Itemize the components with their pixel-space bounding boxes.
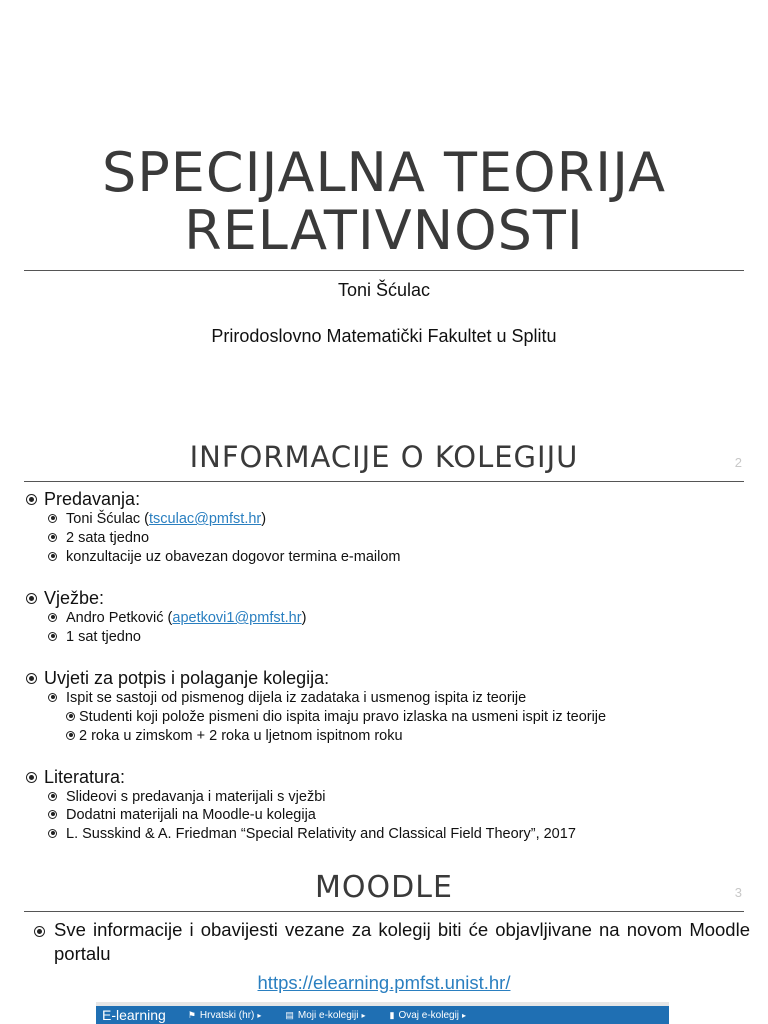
bullet-icon xyxy=(48,613,57,622)
bullet-icon xyxy=(48,810,57,819)
list-item-slides: Slideovi s predavanja i materijali s vježbi xyxy=(48,788,326,807)
slide-number: 3 xyxy=(734,885,742,900)
bullet-icon xyxy=(48,514,57,523)
flag-icon: ⚑ xyxy=(187,1009,196,1020)
slide-number: 2 xyxy=(734,455,742,470)
bullet-icon xyxy=(48,829,57,838)
list-item-consultations: konzultacije uz obavezan dogovor termina e-mailom xyxy=(48,548,400,567)
caret-right-icon: ▸ xyxy=(462,1010,467,1020)
list-item-literatura: Literatura: xyxy=(26,766,125,788)
title-divider xyxy=(24,270,744,271)
list-item-exam-structure: Ispit se sastoji od pismenog dijela iz zadataka i usmenog ispita iz teorije xyxy=(48,689,526,708)
bullet-icon xyxy=(26,772,37,783)
list-item-uvjeti: Uvjeti za potpis i polaganje kolegija: xyxy=(26,667,329,689)
list-item-predavanja: Predavanja: xyxy=(26,488,140,510)
bullet-icon xyxy=(48,533,57,542)
nav-this-course[interactable]: ▮ Ovaj e-kolegij ▸ xyxy=(389,1009,467,1021)
title-line-2: RELATIVNOSTI xyxy=(184,199,584,262)
list-item-oral-exam: Studenti koji polože pismeni dio ispita imaju pravo izlaska na usmeni ispit iz teorije xyxy=(66,708,606,727)
list-item-exam-terms: 2 roka u zimskom + 2 roka u ljetnom ispitnom roku xyxy=(66,727,403,746)
moodle-info-text: Sve informacije i obavijesti vezane za kolegij biti će objavljivane na novom Moodle portalu xyxy=(34,918,750,966)
author-name: Toni Šćulac xyxy=(337,280,431,300)
bullet-icon xyxy=(26,494,37,505)
list-item-lecturer: Toni Šćulac (tsculac@pmfst.hr) xyxy=(48,510,266,529)
nav-my-courses[interactable]: ▤ Moji e-kolegiji ▸ xyxy=(285,1009,366,1021)
book-icon: ▮ xyxy=(389,1009,395,1020)
section-title-moodle: MOODLE xyxy=(315,870,453,905)
bullet-icon xyxy=(66,731,75,740)
moodle-url-container xyxy=(0,972,768,994)
bullet-icon xyxy=(48,632,57,641)
lecturer-email-link[interactable]: tsculac@pmfst.hr xyxy=(149,511,262,527)
bullet-icon xyxy=(48,552,57,561)
nav-language[interactable]: ⚑ Hrvatski (hr) ▸ xyxy=(187,1009,262,1021)
list-item-exercise-hours: 1 sat tjedno xyxy=(48,628,141,647)
presentation-title xyxy=(0,141,768,262)
section-divider xyxy=(24,911,744,912)
bullet-icon xyxy=(48,693,57,702)
moodle-url-link[interactable]: https://elearning.pmfst.unist.hr/ xyxy=(257,972,511,993)
list-item-lecture-hours: 2 sata tjedno xyxy=(48,529,149,548)
caret-right-icon: ▸ xyxy=(257,1010,262,1020)
section-divider xyxy=(24,481,744,482)
assistant-email-link[interactable]: apetkovi1@pmfst.hr xyxy=(172,610,302,626)
bullet-icon xyxy=(26,593,37,604)
list-item-assistant: Andro Petković (apetkovi1@pmfst.hr) xyxy=(48,609,306,628)
elearning-brand[interactable]: E-learning xyxy=(102,1007,166,1023)
bullet-icon xyxy=(34,926,45,937)
bullet-icon xyxy=(48,792,57,801)
bullet-icon xyxy=(66,712,75,721)
elearning-navbar xyxy=(96,1002,669,1024)
section-title-informacije: INFORMACIJE O KOLEGIJU xyxy=(189,440,579,474)
list-item-vjezbe: Vježbe: xyxy=(26,587,104,609)
bullet-icon xyxy=(26,673,37,684)
list-item-book: L. Susskind & A. Friedman “Special Relativity and Classical Field Theory”, 2017 xyxy=(48,825,576,844)
institution-name: Prirodoslovno Matematički Fakultet u Splitu xyxy=(211,326,557,346)
list-item-moodle-materials: Dodatni materijali na Moodle-u kolegija xyxy=(48,806,316,825)
briefcase-icon: ▤ xyxy=(285,1009,294,1020)
caret-right-icon: ▸ xyxy=(361,1010,366,1020)
title-line-1: SPECIJALNA TEORIJA xyxy=(101,141,667,204)
